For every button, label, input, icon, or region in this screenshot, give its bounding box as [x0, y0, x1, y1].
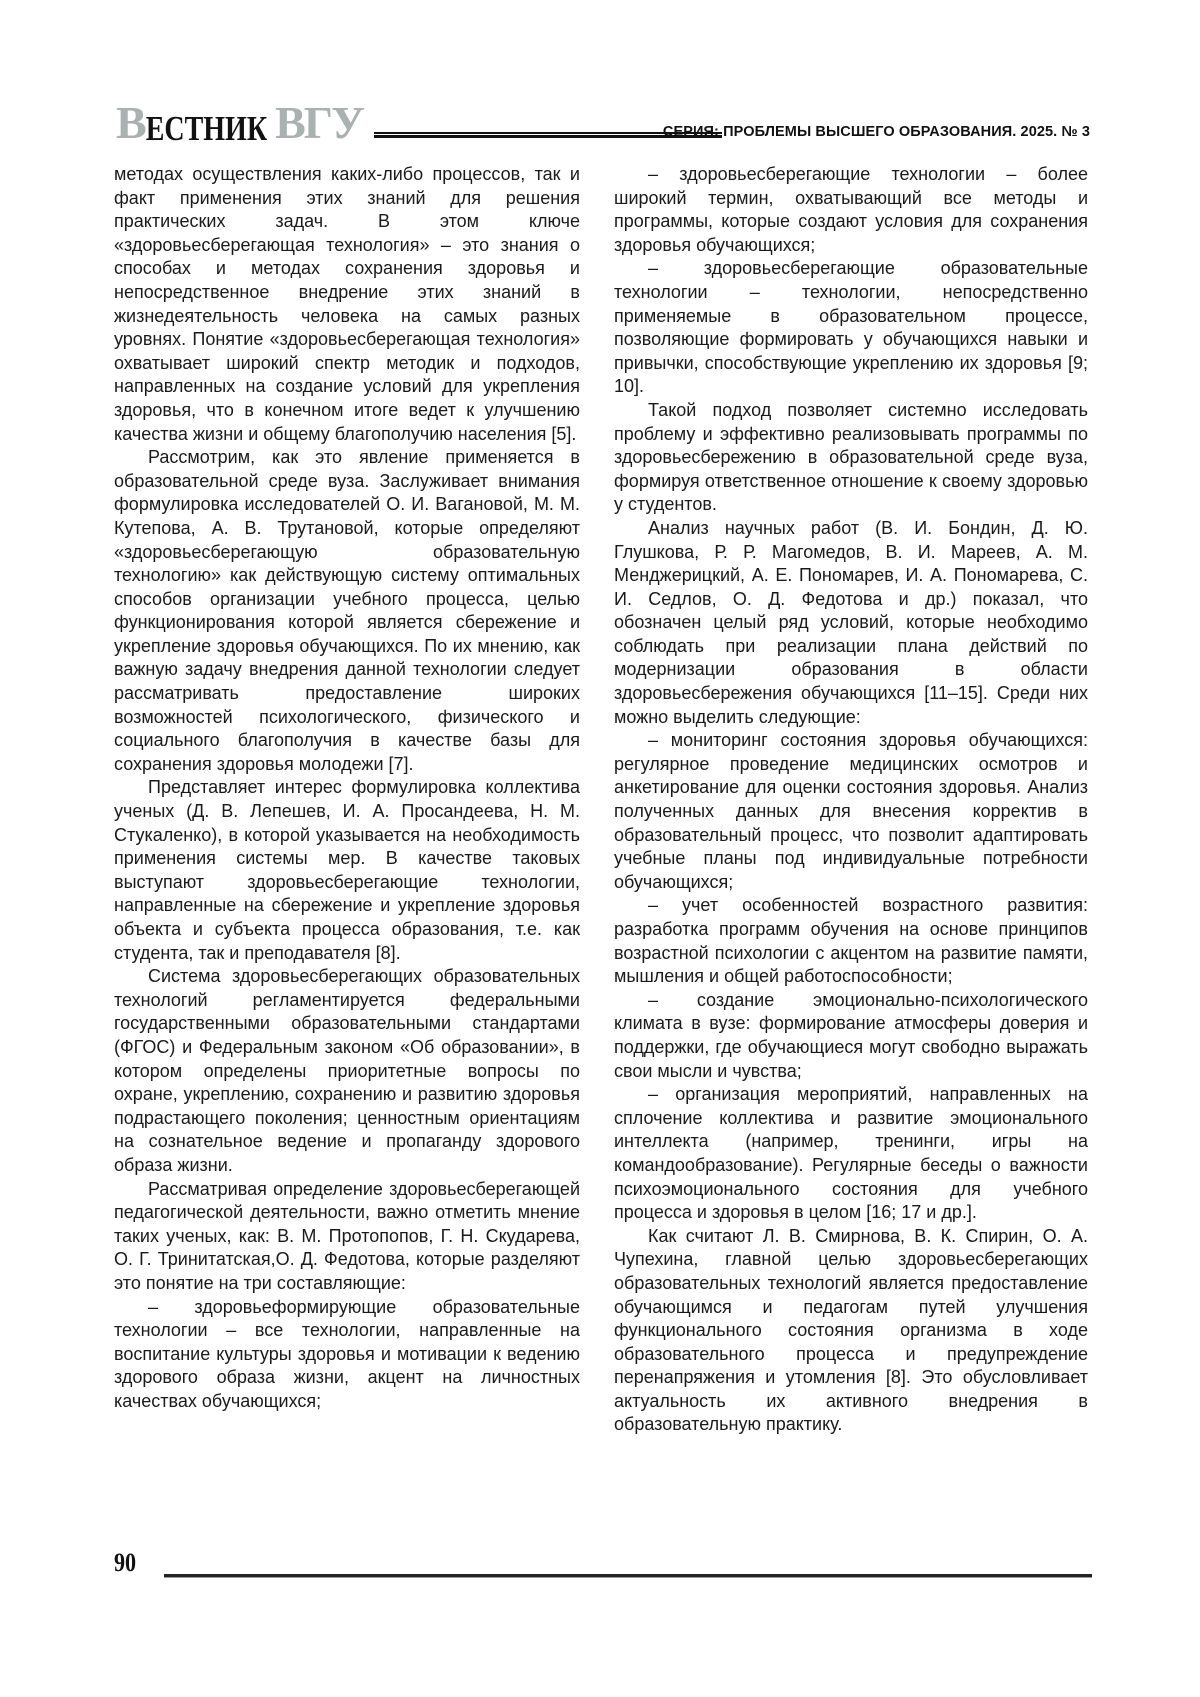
- paragraph: Рассмотрим, как это явление применяется в образовательной среде вуза. Заслуживает внимания формулировка исследователей О. И. Вагановой, М. М. Кутепова, А. В. Трутановой, которые определяют «здоровьесберегающую образовательную технологию» как действующую систему оптимальных способов организации учебного процесса, целью функционирования которой является сбережение и укрепление здоровья обучающихся. По их мнению, как важную задачу внедрения данной технологии следует рассматривать предоставление широких возможностей психологического, физического и социального благополучия в качестве базы для сохранения здоровья молодежи [7].: [114, 447, 580, 774]
- paragraph: Как считают Л. В. Смирнова, В. К. Спирин, О. А. Чупехина, главной целью здоровьесберегающих образовательных технологий является предоставление обучающимся и педагогам путей улучшения функционального состояния организма в ходе образовательного процесса и предупреждение перенапряжения и утомления [8]. Это обусловливает актуальность их активного внедрения в образовательную практику.: [614, 1225, 1088, 1435]
- page-footer: [114, 1548, 1088, 1588]
- logo-vgu: ВГУ: [275, 97, 363, 148]
- paragraph: Анализ научных работ (В. И. Бондин, Д. Ю. Глушкова, Р. Р. Магомедов, В. И. Мареев, А. М. Менджерицкий, А. Е. Пономарев, И. А. Пономарева, С. И. Седлов, О. Д. Федотова и др.) показал, что обозначен целый ряд условий, которые необходимо соблюдать при реализации плана действий по модернизации образования в области здоровьесбережения обучающихся [11–15]. Среди них можно выделить следующие:: [614, 517, 1088, 727]
- right-column: [614, 163, 1088, 1437]
- left-column: [114, 163, 580, 1413]
- list-item: – создание эмоционально-психологического климата в вузе: формирование атмосферы доверия и поддержки, где обучающиеся могут свободно выражать свои мысли и чувства;: [614, 989, 1088, 1081]
- list-item: – здоровьесберегающие образовательные технологии – технологии, непосредственно применяемые в образовательном процессе, позволяющие формировать у обучающихся навыки и привычки, способствующие укреплению их здоровья [9; 10].: [614, 258, 1088, 397]
- paragraph: методах осуществления каких-либо процессов, так и факт применения этих знаний для решения практических задач. В этом ключе «здоровьесберегающая технология» – это знания о способах и методах сохранения здоровья и непосредственное внедрение этих знаний в жизнедеятельность человека на самых разных уровнях. Понятие «здоровьесберегающая технология» охватывает широкий спектр методик и подходов, направленных на создание условий для укрепления здоровья, что в конечном итоге ведет к улучшению качества жизни и общему благополучию населения [5].: [114, 164, 580, 444]
- list-item: – мониторинг состояния здоровья обучающихся: регулярное проведение медицинских осмотров и анкетирование для оценки состояния здоровья. Анализ полученных данных для внесения корректив в образовательный процесс, что позволит адаптировать учебные планы под индивидуальные потребности обучающихся;: [614, 730, 1088, 892]
- logo-initial: В: [116, 97, 146, 148]
- list-item: – учет особенностей возрастного развития: разработка программ обучения на основе принципов возрастной психологии с акцентом на развитие памяти, мышления и общей работоспособности;: [614, 895, 1088, 987]
- list-item: – здоровьесберегающие технологии – более широкий термин, охватывающий все методы и программы, которые создают условия для сохранения здоровья обучающихся;: [614, 164, 1088, 255]
- paragraph: Система здоровьесберегающих образовательных технологий регламентируется федеральными государственными образовательными стандартами (ФГОС) и Федеральным законом «Об образовании», в котором определены приоритетные вопросы по охране, укреплению, сохранению и развитию здоровья подрастающего поколения; ценностным ориентациям на сознательное ведение и пропаганду здорового образа жизни.: [114, 966, 580, 1175]
- list-item: – здоровьеформирующие образовательные технологии – все технологии, направленные на воспитание культуры здоровья и мотивации к ведению здорового образа жизни, акцент на личностных качествах обучающихся;: [114, 1296, 580, 1411]
- paragraph: Представляет интерес формулировка коллектива ученых (Д. В. Лепешев, И. А. Просандеева, Н. М. Стукаленко), в которой указывается на необходимость применения системы мер. В качестве таковых выступают здоровьесберегающие технологии, направленные на сбережение и укрепление здоровья объекта и субъекта процесса образования, т.е. как студента, так и преподавателя [8].: [114, 777, 580, 963]
- footer-rule: [164, 1574, 1092, 1577]
- running-header: [116, 97, 1090, 149]
- page-number: 90: [114, 1548, 137, 1577]
- logo-word: ЕСТНИК: [145, 110, 268, 149]
- paragraph: Рассматривая определение здоровьесберегающей педагогической деятельности, важно отметить мнение таких ученых, как: В. М. Протопопов, Г. Н. Скударева, О. Г. Тринитатская,О. Д. Федотова, которые разделяют это понятие на три составляющие:: [114, 1178, 580, 1293]
- paragraph: Такой подход позволяет системно исследовать проблему и эффективно реализовывать программы по здоровьесбережению в образовательной среде вуза, формируя ответственное отношение к своему здоровью у студентов.: [614, 399, 1088, 515]
- journal-logo: [116, 97, 363, 149]
- list-item: – организация мероприятий, направленных на сплочение коллектива и развитие эмоционального интеллекта (например, тренинги, игры на командообразование). Регулярные беседы о важности психоэмоционального состояния для учебного процесса и здоровья в целом [16; 17 и др.].: [614, 1084, 1088, 1223]
- series-title: СЕРИЯ: ПРОБЛЕМЫ ВЫСШЕГО ОБРАЗОВАНИЯ. 2025. № 3: [662, 124, 1090, 140]
